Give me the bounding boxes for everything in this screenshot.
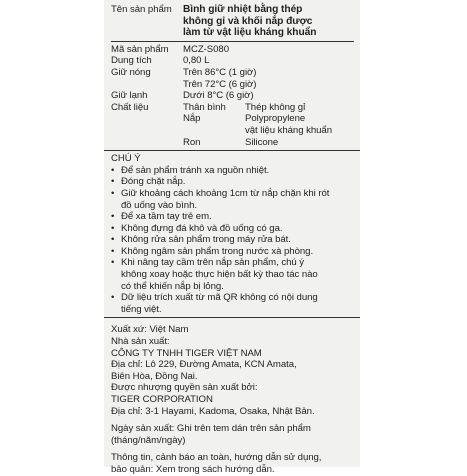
divider	[104, 150, 360, 151]
spec-key: Giữ lạnh	[111, 90, 148, 102]
capacity-value: 0,80 L	[183, 55, 210, 67]
product-label	[104, 0, 360, 475]
caution-text: Để xa tầm tay trẻ em.	[121, 211, 212, 223]
caution-item	[111, 246, 354, 258]
caution-title: CHÚ Ý	[111, 153, 141, 165]
spec-key: Chất liệu	[111, 101, 149, 113]
caution-item	[111, 176, 354, 188]
bullet-icon: •	[111, 245, 115, 257]
material-value: Thép không gỉ	[245, 101, 306, 113]
spec-row-capacity	[111, 55, 354, 67]
spec-key: Giữ nóng	[111, 66, 151, 78]
divider	[111, 41, 354, 42]
maker-address: Biên Hòa, Đồng Nai.	[111, 370, 198, 382]
origin-line: Xuất xứ: Việt Nam	[111, 324, 189, 336]
licensor-name: TIGER CORPORATION	[111, 394, 213, 405]
info-line: bảo quản: Xem trong sách hướng dẫn.	[111, 463, 275, 475]
licensor-address: Địa chỉ: 3-1 Hayami, Kadoma, Osaka, Nhật Bản.	[111, 405, 315, 417]
material-part: Thân bình	[183, 101, 226, 113]
hot-value: Trên 86°C (1 giờ) Trên 72°C (6 giờ)	[183, 66, 257, 90]
caution-item	[111, 223, 354, 235]
spec-row-model	[111, 44, 354, 56]
material-value: Polypropylene vật liệu kháng khuẩn	[245, 113, 333, 136]
caution-text: Không đựng đá khô và đồ uống có ga.	[121, 222, 283, 234]
material-value: Silicone	[245, 136, 279, 148]
material-row	[111, 113, 354, 136]
material-part: Ron	[183, 136, 201, 148]
caution-text: đồ uống vào bình.	[121, 199, 197, 211]
bullet-icon: •	[111, 164, 115, 176]
bullet-icon: •	[111, 211, 115, 223]
maker-address: Địa chỉ: Lô 229, Đường Amata, KCN Amata,	[111, 359, 297, 371]
material-row	[111, 137, 354, 149]
spec-row-name	[111, 4, 354, 39]
caution-text: tiếng việt.	[121, 303, 162, 315]
material-row	[111, 102, 354, 114]
spec-key: Tên sản phẩm	[111, 4, 172, 15]
caution-text: Khi nâng tay cầm trên nắp sản phẩm, chú ý	[121, 257, 305, 269]
bullet-icon: •	[111, 234, 115, 246]
divider	[104, 317, 360, 318]
product-name: Bình giữ nhiệt bằng thép không gỉ và khối nắp được làm từ vật liệu kháng khuẩn	[183, 4, 317, 39]
bullet-icon: •	[111, 257, 115, 269]
caution-item	[111, 234, 354, 246]
caution-item	[111, 165, 354, 177]
bullet-icon: •	[111, 176, 115, 188]
bullet-icon: •	[111, 292, 115, 304]
manufacture-date: Ngày sản xuất: Ghi trên tem dán trên sản phẩm	[111, 423, 311, 435]
bullet-icon: •	[111, 222, 115, 234]
spec-row-cold	[111, 90, 354, 102]
spec-key: Mã sản phẩm	[111, 43, 169, 55]
spec-key: Dung tích	[111, 55, 152, 67]
caution-text: có thể khiến nắp bị lỏng.	[121, 280, 224, 292]
caution-item	[111, 292, 354, 315]
material-list	[111, 102, 354, 148]
maker-label: Nhà sản xuất:	[111, 336, 170, 348]
spec-row-hot	[111, 67, 354, 90]
caution-text: Giữ khoảng cách khoảng 1cm từ nắp chặn khi rót	[121, 187, 330, 199]
maker-name: CÔNG TY TNHH TIGER VIỆT NAM	[111, 347, 262, 359]
caution-text: Không rửa sản phẩm trong máy rửa bát.	[121, 234, 291, 246]
origin-section	[104, 320, 360, 475]
caution-text: Không ngâm sản phẩm trong nước xà phòng.	[121, 245, 314, 257]
caution-text: Để sản phẩm tránh xa nguồn nhiệt.	[121, 164, 270, 176]
caution-item	[111, 188, 354, 211]
caution-list	[111, 165, 354, 316]
cold-value: Dưới 8°C (6 giờ)	[183, 90, 254, 102]
caution-text: Đóng chặt nắp.	[121, 176, 186, 188]
caution-section	[104, 153, 360, 315]
spec-table	[104, 0, 360, 148]
caution-text: không xoay hoặc thực hiện bất kỳ thao tác nào	[121, 269, 318, 281]
licensor-label: Được nhượng quyền sản xuất bởi:	[111, 382, 258, 394]
caution-text: Dữ liệu trích xuất từ mã QR không có nội dung	[121, 292, 318, 304]
model-value: MCZ-S080	[183, 43, 229, 55]
caution-item	[111, 211, 354, 223]
info-line: Thông tin, cảnh báo an toàn, hướng dẫn sử dụng,	[111, 452, 322, 464]
bullet-icon: •	[111, 187, 115, 199]
material-part: Nắp	[183, 113, 201, 125]
caution-item	[111, 257, 354, 292]
date-format: (tháng/năm/ngày)	[111, 434, 186, 446]
